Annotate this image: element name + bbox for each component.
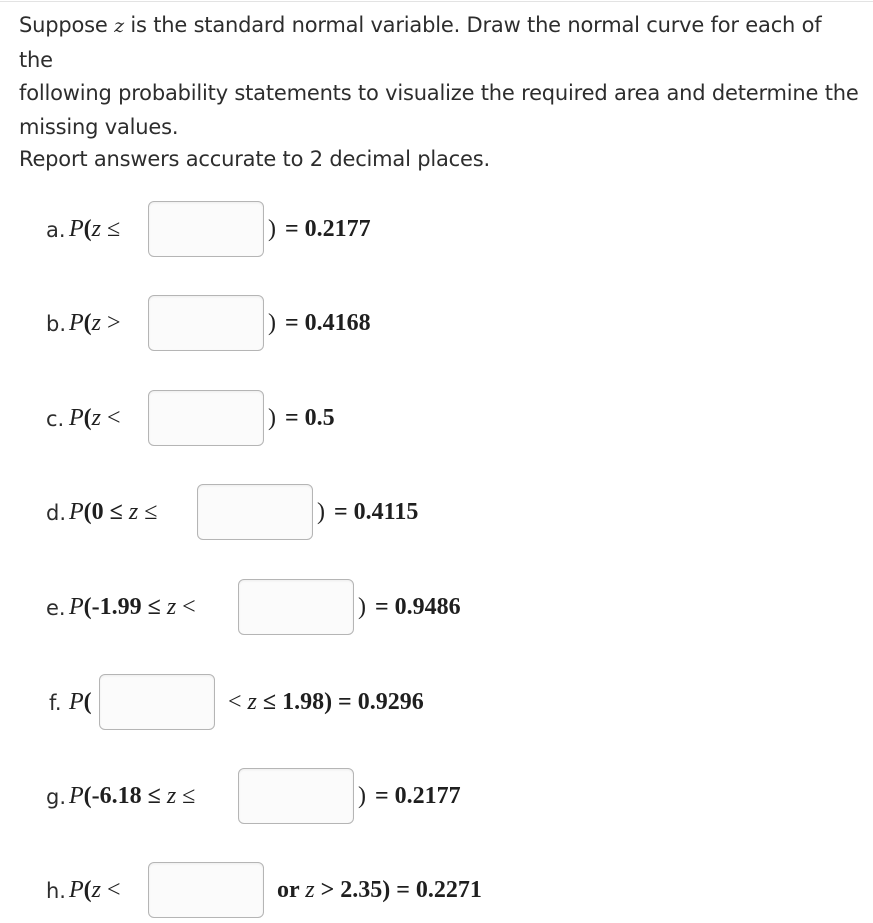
prompt-text: Suppose [19, 13, 115, 37]
question-h [0, 862, 873, 922]
close-paren: ) [358, 783, 366, 809]
question-label: c. [46, 407, 65, 431]
question-b [0, 295, 873, 355]
question-label: b. [46, 312, 67, 336]
answer-input-g[interactable] [238, 768, 354, 824]
question-label: g. [46, 785, 67, 809]
question-expression: P(-6.18 ≤ z ≤ [69, 783, 196, 809]
question-expression: P(0 ≤ z ≤ [69, 499, 158, 525]
close-paren: ) [268, 405, 276, 431]
question-result: = 0.4168 [285, 310, 371, 336]
z-variable: z [114, 15, 124, 37]
question-f [0, 674, 873, 734]
question-result: < z ≤ 1.98) = 0.9296 [228, 689, 424, 715]
question-a [0, 201, 873, 261]
question-result: = 0.5 [285, 405, 335, 431]
rounding-instruction: Report answers accurate to 2 decimal places. [19, 147, 490, 171]
question-label: h. [46, 879, 66, 903]
answer-input-e[interactable] [238, 579, 354, 635]
prompt-text: is the standard normal variable. Draw the normal curve for each of the [19, 13, 822, 72]
question-expression: P(z < [69, 405, 121, 431]
answer-input-b[interactable] [148, 295, 264, 351]
question-label: f. [49, 691, 62, 715]
close-paren: ) [317, 499, 325, 525]
question-label: a. [46, 218, 66, 242]
answer-input-h[interactable] [148, 862, 264, 918]
close-paren: ) [358, 594, 366, 620]
question-d [0, 484, 873, 544]
close-paren: ) [268, 216, 276, 242]
answer-input-c[interactable] [148, 390, 264, 446]
question-e [0, 579, 873, 639]
answer-input-a[interactable] [148, 201, 264, 257]
question-result: = 0.4115 [334, 499, 419, 525]
question-result: or z > 2.35) = 0.2271 [277, 877, 482, 903]
question-label: d. [46, 501, 67, 525]
question-c [0, 390, 873, 450]
question-expression: P( [69, 689, 92, 715]
answer-input-d[interactable] [197, 484, 313, 540]
problem-prompt [19, 9, 859, 144]
prompt-text: following probability statements to visualize the required area and determine the [19, 81, 859, 105]
question-result: = 0.9486 [375, 594, 461, 620]
question-result: = 0.2177 [375, 783, 461, 809]
question-expression: P(z ≤ [69, 216, 121, 242]
question-g [0, 768, 873, 828]
close-paren: ) [268, 310, 276, 336]
question-expression: P(-1.99 ≤ z < [69, 594, 196, 620]
answer-input-f[interactable] [99, 674, 215, 730]
top-divider [0, 1, 873, 2]
prompt-text: missing values. [19, 114, 179, 139]
question-expression: P(z > [69, 310, 121, 336]
question-label: e. [46, 596, 66, 620]
question-expression: P(z < [69, 877, 121, 903]
question-result: = 0.2177 [285, 216, 371, 242]
